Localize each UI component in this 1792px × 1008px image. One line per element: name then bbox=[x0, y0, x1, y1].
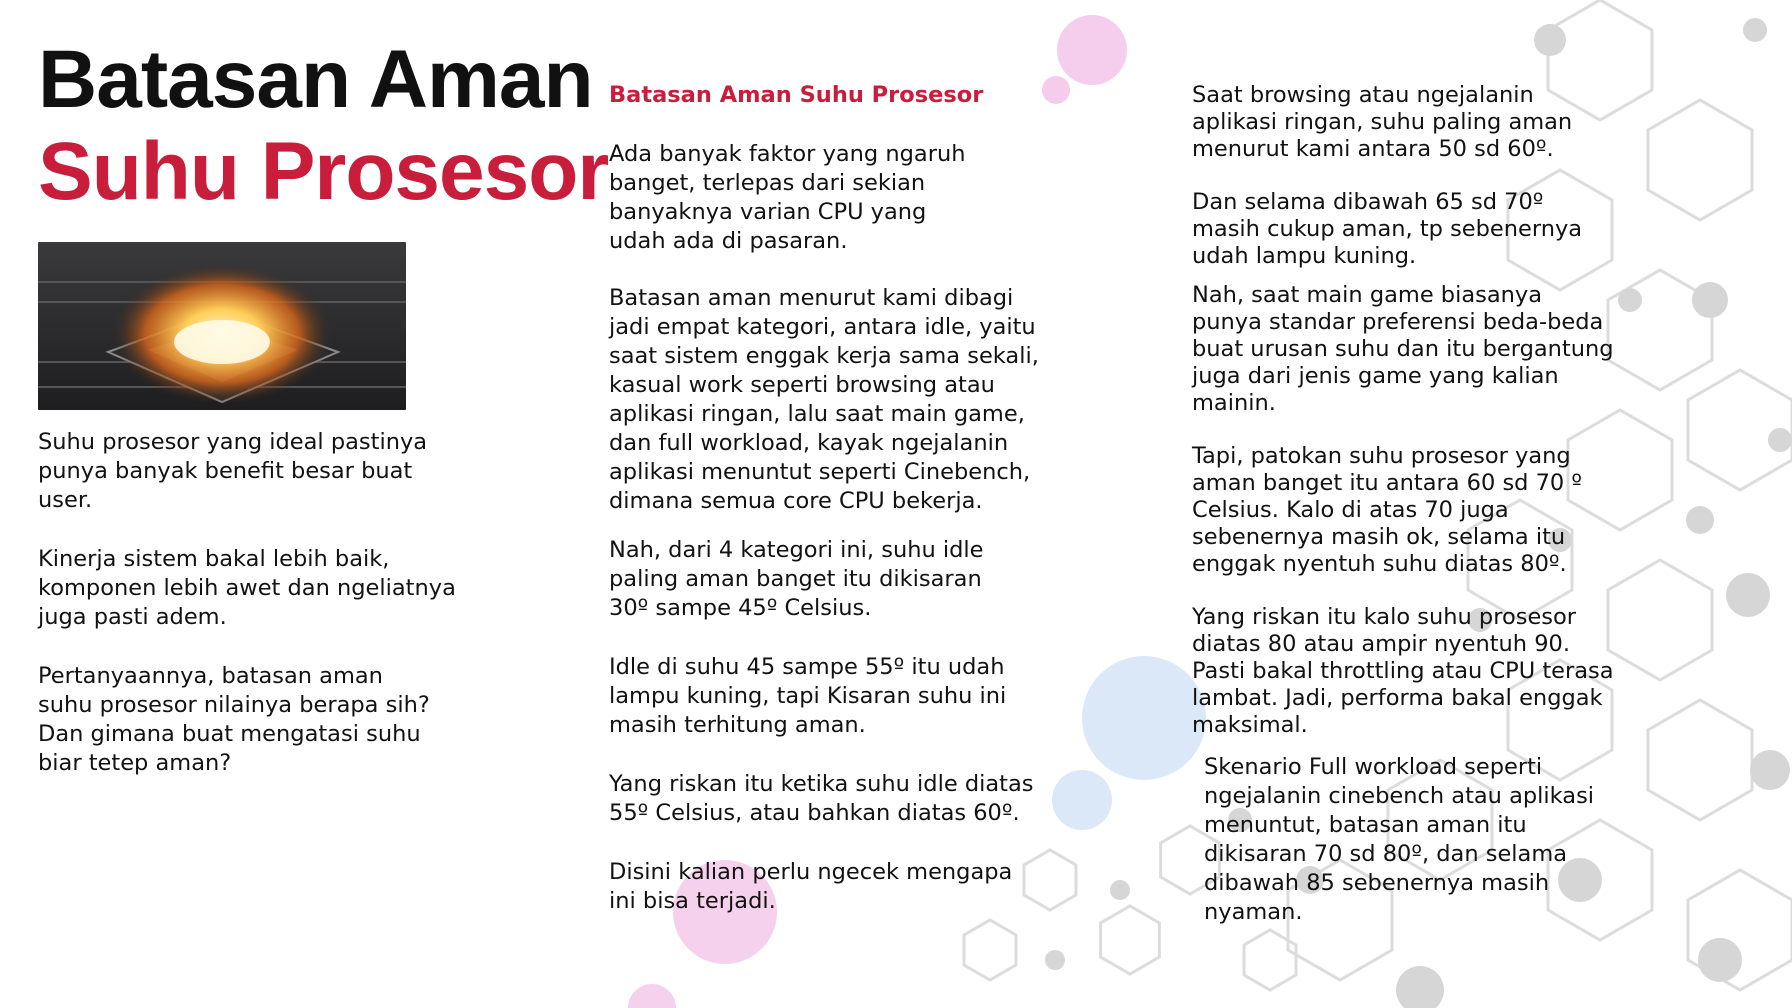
body-paragraph: Yang riskan itu kalo suhu prosesor diatas 80 atau ampir nyentuh 90. Pasti bakal throttling atau CPU terasa lambat. Jadi, performa bakal enggak maksimal. bbox=[1192, 604, 1614, 738]
molecule-node bbox=[1045, 950, 1065, 970]
molecule-node bbox=[1686, 506, 1714, 534]
molecule-node bbox=[1534, 24, 1566, 56]
molecule-node bbox=[1618, 288, 1642, 312]
intro-paragraph: Kinerja sistem bakal lebih baik, komponen lebih awet dan ngeliatnya juga pasti adem. bbox=[38, 546, 456, 630]
burning-cpu-chip-image bbox=[38, 242, 406, 410]
body-paragraph: Yang riskan itu ketika suhu idle diatas 55º Celsius, atau bahkan diatas 60º. bbox=[609, 771, 1034, 826]
section-heading: Batasan Aman Suhu Prosesor bbox=[609, 82, 984, 108]
blue-bubble-small bbox=[1052, 770, 1112, 830]
molecule-node bbox=[1768, 428, 1792, 452]
body-paragraph: Disini kalian perlu ngecek mengapa ini bisa terjadi. bbox=[609, 859, 1013, 914]
body-paragraph: Ada banyak faktor yang ngaruh banget, terlepas dari sekian banyaknya varian CPU yang udah ada di pasaran. bbox=[609, 141, 966, 254]
column-intro bbox=[38, 428, 456, 778]
body-paragraph: Batasan aman menurut kami dibagi jadi empat kategori, antara idle, yaitu saat sistem enggak kerja sama sekali, kasual work seperti browsing atau aplikasi ringan, lalu saat main game, dan full workload, kayak ngejalanin aplikasi menuntut seperti Cinebench, dimana semua core CPU bekerja. bbox=[609, 285, 1039, 514]
body-paragraph: Idle di suhu 45 sampe 55º itu udah lampu kuning, tapi Kisaran suhu ini masih terhitung aman. bbox=[609, 654, 1007, 738]
molecule-node bbox=[1110, 880, 1130, 900]
body-paragraph: Dan selama dibawah 65 sd 70º masih cukup aman, tp sebenernya udah lampu kuning. bbox=[1192, 189, 1583, 269]
hexagon-cell bbox=[1101, 906, 1160, 974]
hexagon-cell bbox=[964, 920, 1016, 980]
molecule-node bbox=[1743, 18, 1767, 42]
intro-paragraph: Pertanyaannya, batasan aman suhu prosesor nilainya berapa sih? Dan gimana buat mengatasi suhu biar tetep aman? bbox=[38, 663, 430, 776]
hexagon-cell bbox=[1648, 100, 1752, 220]
body-paragraph: Skenario Full workload seperti ngejalanin cinebench atau aplikasi menuntut, batasan aman itu dikisaran 70 sd 80º, dan selama dibawah 85 sebenernya masih nyaman. bbox=[1204, 754, 1595, 925]
body-paragraph: Saat browsing atau ngejalanin aplikasi ringan, suhu paling aman menurut kami antara 50 sd 60º. bbox=[1192, 82, 1573, 162]
body-paragraph: Nah, saat main game biasanya punya standar preferensi beda-beda buat urusan suhu dan itu bergantung juga dari jenis game yang kalian mainin. bbox=[1192, 282, 1614, 416]
column-scenarios bbox=[1192, 82, 1614, 927]
molecule-node bbox=[1692, 282, 1728, 318]
hexagon-cell bbox=[1244, 930, 1296, 990]
pink-bubble-small bbox=[1042, 76, 1070, 104]
blue-bubble-large bbox=[1082, 656, 1206, 780]
body-paragraph: Tapi, patokan suhu prosesor yang aman banget itu antara 60 sd 70 º Celsius. Kalo di atas 70 juga sebenernya masih ok, selama itu enggak nyentuh suhu diatas 80º. bbox=[1192, 443, 1582, 577]
molecule-node bbox=[1750, 750, 1790, 790]
molecule-node bbox=[1698, 938, 1742, 982]
body-paragraph: Nah, dari 4 kategori ini, suhu idle paling aman banget itu dikisaran 30º sampe 45º Celsius. bbox=[609, 537, 984, 621]
pink-bubble-top bbox=[1057, 15, 1127, 85]
molecule-node bbox=[1396, 966, 1444, 1008]
title-line-2: Suhu Prosesor bbox=[38, 126, 609, 217]
hexagon-cell bbox=[1648, 700, 1752, 820]
pink-bubble-corner bbox=[628, 984, 676, 1008]
page-title bbox=[38, 34, 608, 218]
hexagon-cell bbox=[1608, 560, 1712, 680]
hexagon-cell bbox=[1608, 270, 1712, 390]
molecule-node bbox=[1726, 573, 1770, 617]
column-categories bbox=[609, 140, 1039, 916]
title-line-1: Batasan Aman bbox=[38, 34, 593, 125]
intro-paragraph: Suhu prosesor yang ideal pastinya punya banyak benefit besar buat user. bbox=[38, 429, 428, 513]
